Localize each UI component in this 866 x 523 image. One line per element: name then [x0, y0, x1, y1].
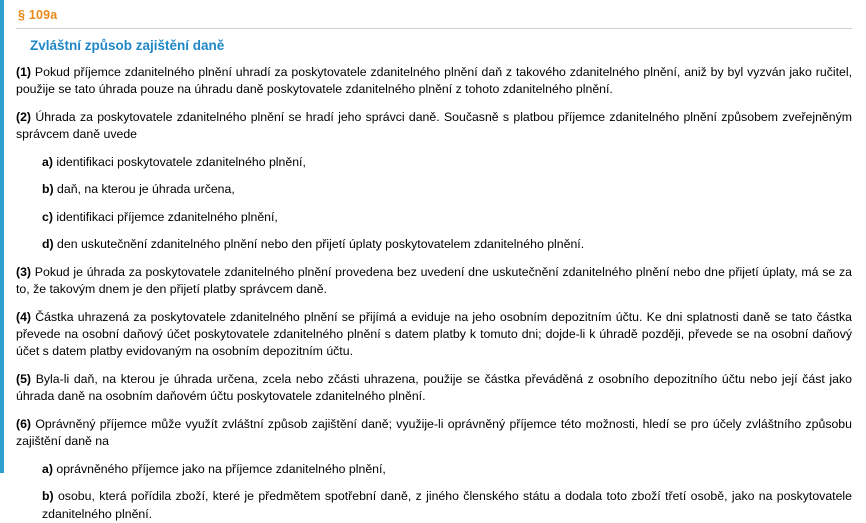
paragraph-text: Částka uhrazená za poskytovatele zdanitelného plnění se přijímá a eviduje na jeho osobním depozitním účtu. Ke dni splatnosti daně se tato částka převede na osobní daňový účet poskytovatele zdanitelného plnění s datem platby k tomuto dni; dojde-li k úhradě později, převede se na osobní daňový účet s datem platby evidovaným na osobním depozitním účtu.: [16, 309, 852, 359]
document-content: [4, 0, 866, 523]
paragraph-text: Oprávněný příjemce může využít zvláštní způsob zajištění daně; využije-li oprávněný příjemce této možnosti, hledí se pro účely zvláštního způsobu zajištění daně na: [16, 416, 852, 449]
paragraph-text: Úhrada za poskytovatele zdanitelného plnění se hradí jeho správci daně. Současně s platbou příjemce zdanitelného plnění způsobem zveřejněným správcem daně uvede: [16, 109, 852, 142]
paragraph: [16, 416, 852, 451]
paragraph-text: Pokud je úhrada za poskytovatele zdanitelného plnění provedena bez uvedení dne uskutečnění zdanitelného plnění nebo dne přijetí úplaty, má se za to, že takovým dnem je den přijetí platby správcem daně.: [16, 264, 852, 297]
paragraph: [16, 371, 852, 406]
paragraph: [16, 309, 852, 361]
paragraph-text: Byla-li daň, na kterou je úhrada určena, zcela nebo zčásti uhrazena, použije se částka převáděná z osobního depozitního účtu nebo její část jako úhrada daně na osobním daňovém účtu poskytovatele zdanitelného plnění.: [16, 371, 852, 404]
page-title: Zvláštní způsob zajištění daně: [30, 38, 225, 53]
list-item: [42, 236, 852, 253]
paragraph-marker: (4): [16, 309, 32, 324]
list-item-text: daň, na kterou je úhrada určena,: [53, 182, 235, 197]
list-item-text: oprávněného příjemce jako na příjemce zdanitelného plnění,: [52, 461, 386, 476]
paragraph: [16, 264, 852, 299]
paragraph-marker: (5): [16, 371, 32, 386]
paragraph: [16, 64, 852, 99]
section-number: § 109a: [18, 8, 58, 22]
list-item: [42, 154, 852, 171]
list-item-marker: b): [42, 489, 54, 504]
list-item-marker: a): [42, 154, 53, 169]
list-item-text: osobu, která pořídila zboží, které je předmětem spotřební daně, z jiného členského státu a dodala toto zboží třetí osobě, jako na poskytovatele zdanitelného plnění.: [42, 489, 852, 521]
paragraph-text: Pokud příjemce zdanitelného plnění uhradí za poskytovatele zdanitelného plnění daň z takového zdanitelného plnění, aniž by byl vyzván jako ručitel, použije se tato úhrada pouze na úhradu daně poskytovatele zdanitelného plnění z tohoto zdanitelného plnění.: [16, 65, 852, 97]
list-item-marker: a): [42, 461, 53, 476]
list-item: [42, 488, 852, 523]
list-item: [42, 181, 852, 198]
list-item-text: den uskutečnění zdanitelného plnění nebo den přijetí úplaty poskytovatelem zdanitelného plnění.: [53, 237, 585, 252]
list-item-marker: d): [42, 237, 54, 252]
list-item: [42, 461, 852, 478]
paragraph-marker: (6): [16, 416, 32, 431]
paragraph-marker: (1): [16, 65, 32, 79]
paragraph-marker: (3): [16, 264, 32, 279]
list-item: [42, 209, 852, 226]
list-item-text: identifikaci poskytovatele zdanitelného plnění,: [52, 154, 306, 169]
list-item-marker: c): [42, 209, 53, 224]
paragraph-marker: (2): [16, 109, 32, 124]
header-divider: [16, 28, 852, 29]
list-item-text: identifikaci příjemce zdanitelného plnění,: [52, 209, 278, 224]
paragraph: [16, 109, 852, 144]
list-item-marker: b): [42, 182, 54, 197]
paragraph-list: [16, 64, 852, 523]
